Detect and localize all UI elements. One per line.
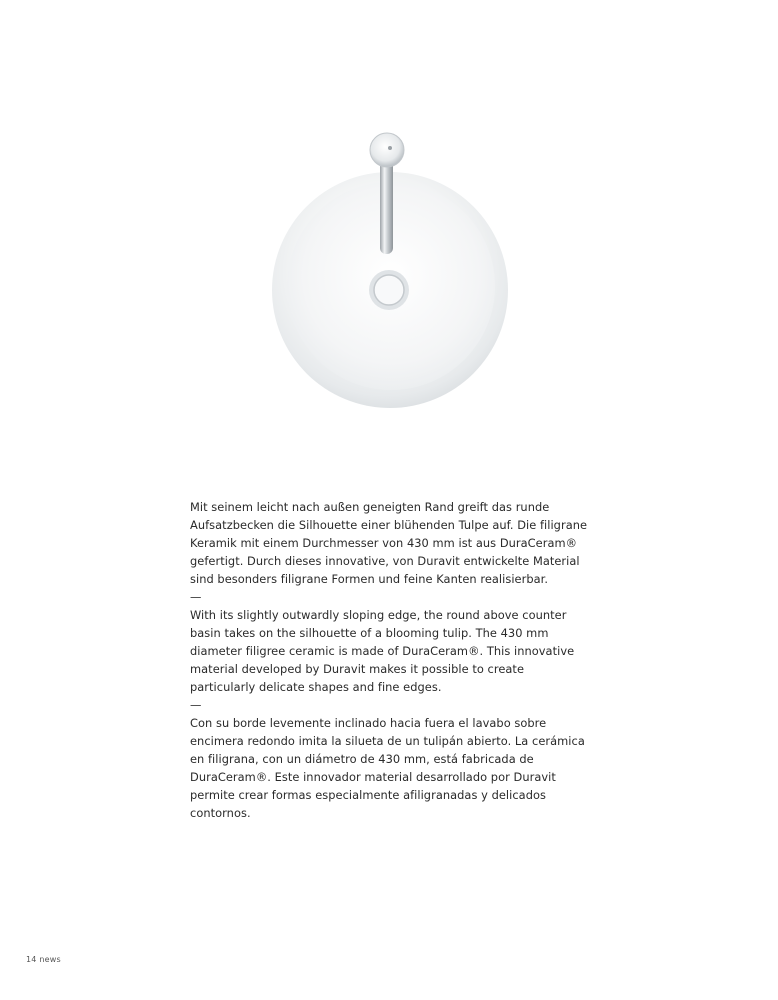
basin-product-image <box>260 120 520 430</box>
faucet-spout <box>380 158 393 254</box>
page-number: 14 news <box>26 955 61 964</box>
description-spanish: Con su borde levemente inclinado hacia fuera el lavabo sobre encimera redondo imita la silueta de un tulipán abierto. La cerámica en filigrana, con un diámetro de 430 mm, está fabricada de DuraCeram®. Este innovador material desarrollado por Duravit permite crear formas especialmente afiligranadas y delicados contornos. <box>190 716 585 820</box>
round-basin-illustration <box>260 120 520 430</box>
faucet-handle <box>370 133 404 167</box>
description-english: With its slightly outwardly sloping edge, the round above counter basin takes on the silhouette of a blooming tulip. The 430 mm diameter filigree ceramic is made of DuraCeram®. This innovative material developed by Duravit makes it possible to create particularly delicate shapes and fine edges. <box>190 608 575 694</box>
product-description <box>190 498 590 822</box>
language-separator-1: — <box>190 590 202 604</box>
drain-cap <box>374 275 404 305</box>
faucet-handle-dot <box>388 146 392 150</box>
description-german: Mit seinem leicht nach außen geneigten Rand greift das runde Aufsatzbecken die Silhouette einer blühenden Tulpe auf. Die filigrane Keramik mit einem Durchmesser von 430 mm ist aus DuraCeram® gefertigt. Durch dieses innovative, von Duravit entwickelte Material sind besonders filigrane Formen und feine Kanten realisierbar. <box>190 500 588 586</box>
language-separator-2: — <box>190 698 202 712</box>
